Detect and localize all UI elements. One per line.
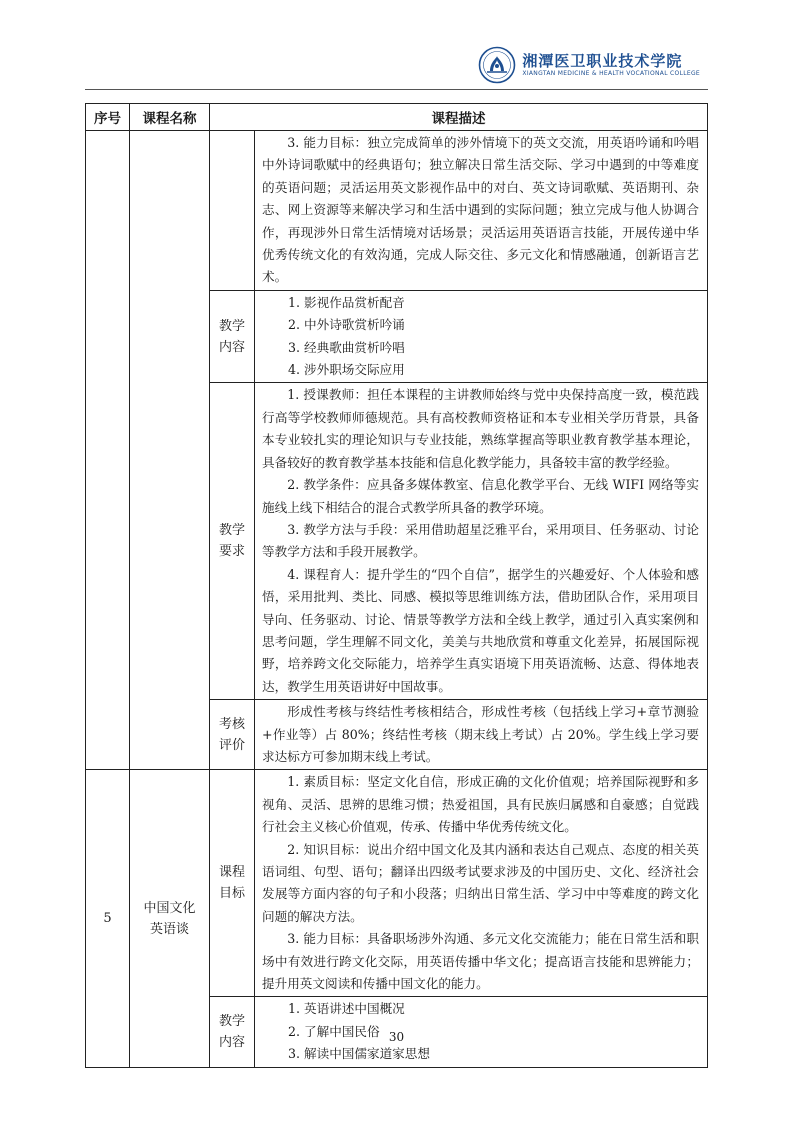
course-table — [85, 103, 708, 1068]
college-emblem-icon — [478, 46, 516, 84]
list-item: 4. 涉外职场交际应用 — [288, 362, 405, 378]
header-course-name: 课程名称 — [130, 104, 210, 131]
requirement-paragraph: 1. 授课教师：担任本课程的主讲教师始终与党中央保持高度一致，模范践行高等学校教师师德规范。具有高校教师资格证和本专业相关学历背景，具备本专业较扎实的理论知识与专业技能，熟练掌握高等职业教育教学基本理论，具备较好的教育教学基本技能和信息化教学能力，具备较丰富的教学经验。 — [262, 387, 699, 470]
course5-goals-cell — [255, 770, 708, 997]
assessment-paragraph: 形成性考核与终结性考核相结合，形成性考核（包括线上学习+章节测验+作业等）占 80%；终结性考核（期末线上考试）占 20%。学生线上学习要求达标方可参加期末线上考试。 — [262, 704, 699, 764]
table-row — [86, 770, 708, 997]
requirement-paragraph: 4. 课程育人：提升学生的“四个自信”，据学生的兴趣爱好、个人体验和感悟，采用批判、类比、同感、模拟等思维训练方法，借助团队合作，采用项目导向、任务驱动、讨论、情景等教学方法和全线上教学，通过引入真实案例和思考问题，学生理解不同文化，美美与共地欣赏和尊重文化差异，拓展国际视野，培养跨文化交际能力，培养学生真实语境下用英语流畅、达意、得体地表达，教学生用英语讲好中国故事。 — [262, 566, 699, 694]
course4-name-cell — [130, 131, 210, 770]
goal-paragraph: 2. 知识目标：说出介绍中国文化及其内涵和表达自己观点、态度的相关英语词组、句型、语句；翻译出四级考试要求涉及的中国历史、文化、经济社会发展等方面内容的句子和小段落；归纳出日常生活、学习中中等难度的跨文化问题的解决方法。 — [262, 841, 699, 924]
college-logo — [478, 46, 700, 84]
goal-paragraph: 1. 素质目标：坚定文化自信，形成正确的文化价值观；培养国际视野和多视角、灵活、思辨的思维习惯；热爱祖国，具有民族归属感和自豪感；自觉践行社会主义核心价值观，传承、传播中华优秀传统文化。 — [262, 774, 699, 835]
course4-seq-cell — [86, 131, 130, 770]
table-row — [86, 131, 708, 291]
course4-content-label: 教学内容 — [210, 290, 255, 383]
course4-requirement-cell — [255, 383, 708, 700]
course5-seq: 5 — [86, 770, 130, 1067]
course5-goals-label: 课程目标 — [210, 770, 255, 997]
course4-ability-goal: 3. 能力目标：独立完成简单的涉外情境下的英文交流，用英语吟诵和吟唱中外诗词歌赋中的经典语句；独立解决日常生活交际、学习中遇到的中等难度的英语问题；灵活运用英文影视作品中的对白、英文诗词歌赋、英语期刊、杂志、网上资源等来解决学习和生活中遇到的实际问题；独立完成与他人协调合作，再现涉外日常生活情境对话场景；灵活运用英语语言技能，开展传递中华优秀传统文化的有效沟通，完成人际交往、多元文化和情感融通，创新语言艺术。 — [262, 135, 699, 285]
list-item: 2. 中外诗歌赏析吟诵 — [288, 317, 405, 333]
college-name-en: XIANGTAN MEDICINE & HEALTH VOCATIONAL COLLEGE — [522, 70, 700, 77]
requirement-paragraph: 3. 教学方法与手段：采用借助超星泛雅平台，采用项目、任务驱动、讨论等教学方法和手段开展教学。 — [262, 521, 699, 560]
requirement-paragraph: 2. 教学条件：应具备多媒体教室、信息化教学平台、无线 WIFI 网络等实施线上线下相结合的混合式教学所具备的教学环境。 — [262, 477, 699, 515]
list-item: 2. 了解中国民俗 — [288, 1023, 380, 1039]
college-name-cn: 湘潭医卫职业技术学院 — [522, 52, 683, 70]
goal-paragraph: 3. 能力目标：具备职场涉外沟通、多元文化交流能力；能在日常生活和职场中有效进行跨文化交际，用英语传播中华文化；提高语言技能和思辨能力；提升用英文阅读和传播中国文化的能力。 — [262, 931, 699, 992]
list-item: 3. 解读中国儒家道家思想 — [288, 1046, 430, 1062]
list-item: 1. 影视作品赏析配音 — [288, 294, 405, 310]
header-seq: 序号 — [86, 104, 130, 131]
list-item: 1. 英语讲述中国概况 — [288, 1001, 405, 1017]
course4-goal-label-cell — [210, 131, 255, 291]
page-header — [85, 42, 708, 90]
course4-content-cell — [255, 290, 708, 383]
header-divider — [85, 89, 708, 90]
course4-assessment-cell — [255, 700, 708, 770]
header-course-desc: 课程描述 — [210, 104, 708, 131]
course5-name-cell — [130, 770, 210, 1067]
page-number: 30 — [388, 1030, 405, 1044]
course5-name: 中国文化英语谈 — [143, 900, 196, 937]
table-header-row — [86, 104, 708, 131]
course4-requirement-label: 教学要求 — [210, 383, 255, 700]
list-item: 3. 经典歌曲赏析吟唱 — [288, 339, 405, 355]
course4-ability-goal-cell — [255, 131, 708, 291]
course4-assessment-label: 考核评价 — [210, 700, 255, 770]
course5-content-label: 教学内容 — [210, 997, 255, 1067]
